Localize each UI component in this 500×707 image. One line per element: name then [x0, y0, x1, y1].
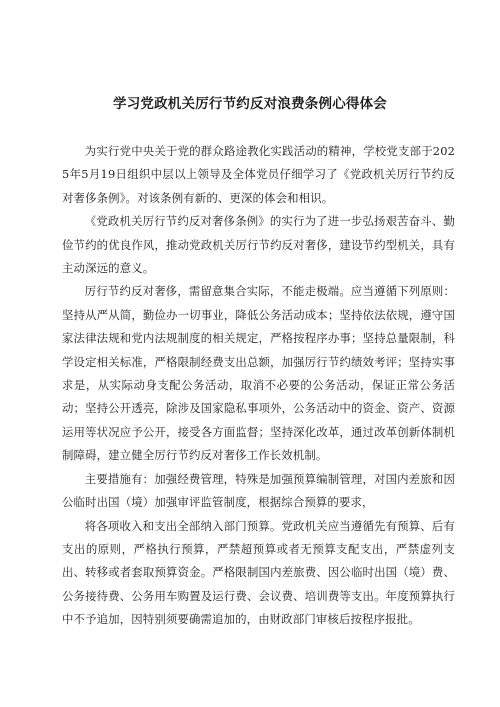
paragraph-2: 《党政机关厉行节约反对奢侈条例》的实行为了进一步弘扬艰苦奋斗、勤俭节约的优良作风，推动党政机关厉行节约反对奢侈，建设节约型机关，具有主动深远的意义。: [62, 214, 455, 276]
paragraph-1: 为实行党中央关于党的群众路途教化实践活动的精神，学校党支部于2025年5月19日组织中层以上领导及全体党员仔细学习了《党政机关厉行节约反对奢侈条例》。对该条例有新的、更深的体会和相识。: [62, 144, 455, 205]
paragraph-5: 将各项收入和支出全部纳入部门预算。党政机关应当遵循先有预算、后有支出的原则，严格执行预算，严禁超预算或者无预算支配支出，严禁虚列支出、转移或者套取预算资金。严格限制国内差旅费、因公临时出国（境）费、公务接待费、公务用车购置及运行费、会议费、培训费等支出。年度预算执行中不予追加，因特别须要确需追加的，由财政部门审核后按程序报批。: [62, 518, 455, 627]
paragraph-4: 主要措施有：加强经费管理，特殊是加强预算编制管理，对国内差旅和因公临时出国（境）加强审评监管制度，根据综合预算的要求，: [62, 471, 455, 510]
document-body: [62, 140, 455, 632]
document-title: 学习党政机关厉行节约反对浪费条例心得体会: [113, 96, 387, 112]
paragraph-3: 厉行节约反对奢侈，需留意集合实际，不能走极端。应当遵循下列原则：坚持从严从简，勤俭办一切事业，降低公务活动成本；坚持依法依规，遵守国家法律法规和党内法规制度的相关规定，严格按程序办事；坚持总量限制，科学设定相关标准，严格限制经费支出总额，加强厉行节约绩效考评；坚持实事求是，从实际动身支配公务活动，取消不必要的公务活动，保证正常公务活动；坚持公开透亮，除涉及国家隐私事项外，公务活动中的资金、资产、资源运用等状况应予公开，接受各方面监督；坚持深化改革，通过改革创新体制机制障碍，建立健全厉行节约反对奢侈工作长效机制。: [62, 284, 455, 463]
